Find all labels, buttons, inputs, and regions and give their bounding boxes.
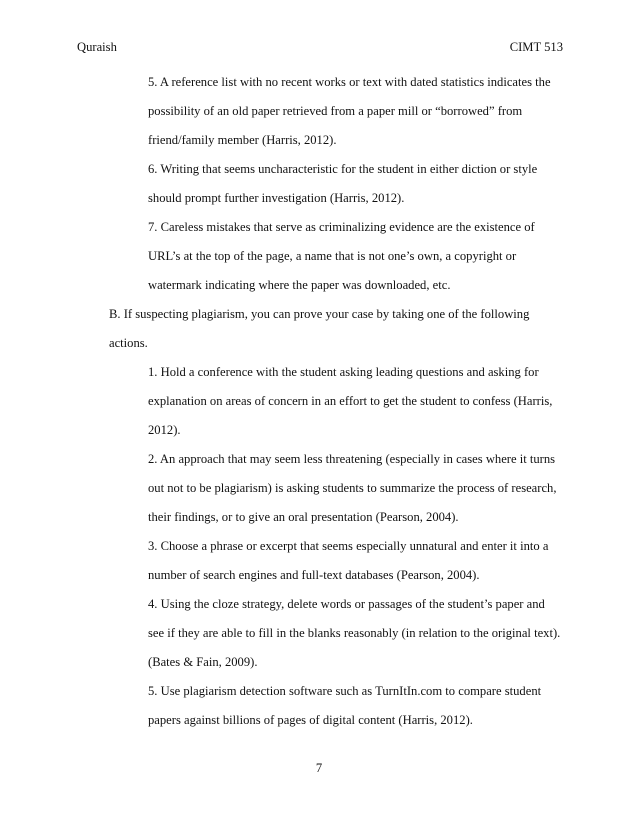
text-line: 4. Using the cloze strategy, delete words or passages of the student’s paper and: [148, 597, 545, 611]
text-line: URL’s at the top of the page, a name that is not one’s own, a copyright or: [148, 249, 517, 263]
text-line: B. If suspecting plagiarism, you can prove your case by taking one of the following: [109, 307, 530, 321]
page-number: 7: [315, 761, 323, 775]
text-line: papers against billions of pages of digital content (Harris, 2012).: [148, 713, 473, 727]
text-line: (Bates & Fain, 2009).: [148, 655, 258, 669]
text-line: their findings, or to give an oral presentation (Pearson, 2004).: [148, 510, 459, 524]
text-line: watermark indicating where the paper was downloaded, etc.: [148, 278, 451, 292]
running-head-right: CIMT 513: [509, 40, 563, 54]
running-head-left: Quraish: [77, 40, 117, 54]
text-line: friend/family member (Harris, 2012).: [148, 133, 337, 147]
text-line: explanation on areas of concern in an effort to get the student to confess (Harris,: [148, 394, 553, 408]
text-line: 5. Use plagiarism detection software such as TurnItIn.com to compare student: [148, 684, 542, 698]
text-line: see if they are able to fill in the blanks reasonably (in relation to the original text).: [148, 626, 561, 640]
text-line: 1. Hold a conference with the student asking leading questions and asking for: [148, 365, 539, 379]
text-line: 2012).: [148, 423, 181, 437]
text-line: 3. Choose a phrase or excerpt that seems especially unnatural and enter it into a: [148, 539, 549, 553]
text-line: 2. An approach that may seem less threatening (especially in cases where it turns: [148, 452, 556, 466]
text-line: out not to be plagiarism) is asking students to summarize the process of research,: [148, 481, 557, 495]
text-line: possibility of an old paper retrieved from a paper mill or “borrowed” from: [148, 104, 523, 118]
text-line: 6. Writing that seems uncharacteristic for the student in either diction or style: [148, 162, 538, 176]
text-line: should prompt further investigation (Harris, 2012).: [148, 191, 405, 205]
text-line: 7. Careless mistakes that serve as criminalizing evidence are the existence of: [148, 220, 535, 234]
text-line: 5. A reference list with no recent works or text with dated statistics indicates the: [148, 75, 551, 89]
text-line: actions.: [109, 336, 148, 350]
text-line: number of search engines and full-text databases (Pearson, 2004).: [148, 568, 480, 582]
